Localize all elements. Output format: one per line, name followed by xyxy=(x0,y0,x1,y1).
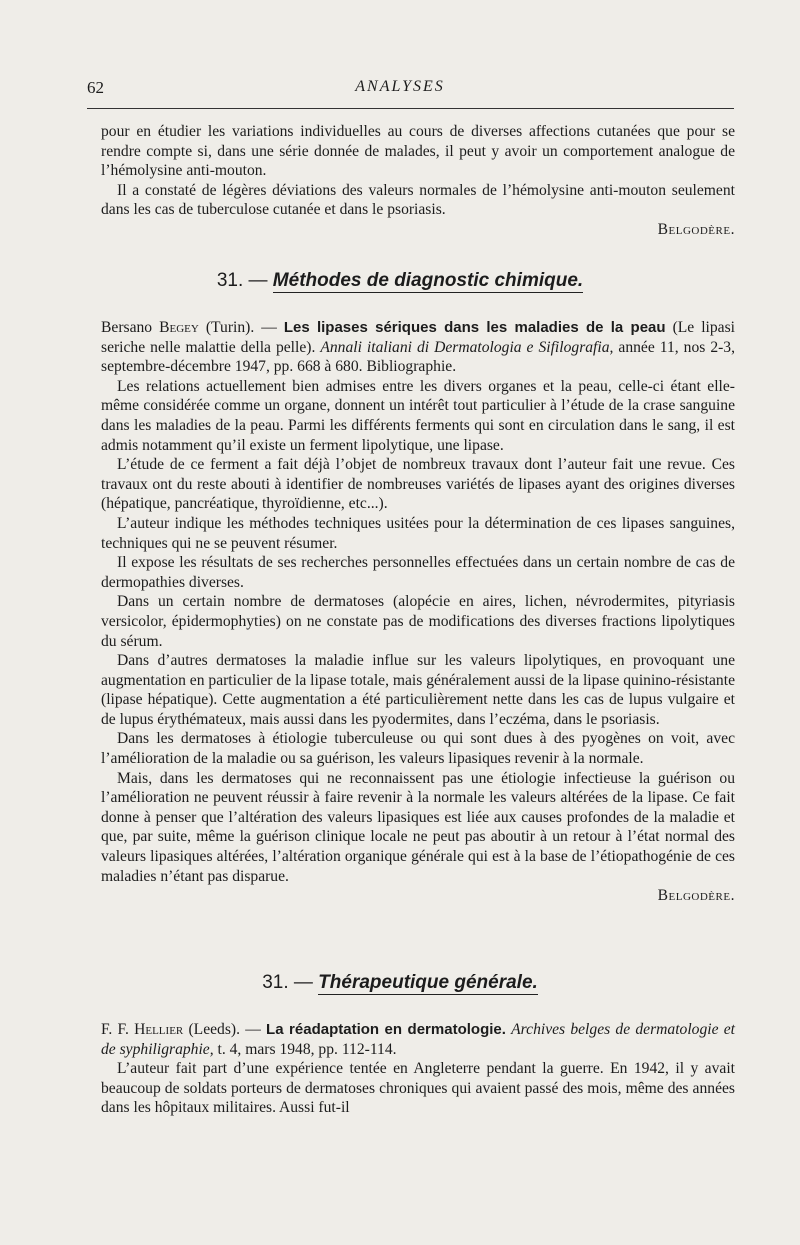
journal-name: Annali italiani di Dermatologia e Sifilografia, xyxy=(320,338,614,356)
article-paragraph: Mais, dans les dermatoses qui ne reconnaissent pas une étiologie infectieuse la guérison ou l’amélioration ne peuvent réussir à faire revenir à la normale les valeurs altérées de la lipase. Ce fait donne à penser que l’altération des valeurs lipasiques est liée aux causes profondes de la maladie et que, par suite, même la guérison clinique locale ne peut pas aboutir à un retour à l’état normal des valeurs lipasiques altérées, l’altération organique générale qui est à la base de l’étiopathogénie de ces maladies n’étant pas disparue. xyxy=(101,769,735,885)
reference-details: année 11, nos 2-3, septembre-décembre 1947, pp. 668 à 680. Bibliographie. xyxy=(101,338,735,376)
intro-signature: Belgodère. xyxy=(657,220,735,238)
intro-paragraph-1: pour en étudier les variations individuelles au cours de diverses affections cutanées que pour se rendre compte si, dans une série donnée de malades, il peut y avoir un comportement analogue de l’hémolysine anti-mouton. xyxy=(101,123,735,180)
section-title: Méthodes de diagnostic chimique. xyxy=(272,270,584,291)
article-paragraph: Dans d’autres dermatoses la maladie influe sur les valeurs lipolytiques, en provoquant une augmentation en particulier de la lipase totale, mais généralement aussi de la lipase quinino-résistante (lipase hépatique). Cette augmentation a été particulièrement nette dans les cas de lupus vulgaire et de lupus érythémateux, mais aussi dans les pyodermites, dans l’eczéma, dans le psoriasis. xyxy=(101,652,735,728)
section-heading-general-therapeutics xyxy=(0,972,800,994)
author-city: (Leeds). — xyxy=(183,1021,267,1038)
reference-details: t. 4, mars 1948, pp. 112-114. xyxy=(213,1040,397,1058)
header-rule xyxy=(87,108,734,109)
article-title: Les lipases sériques dans les maladies de la peau xyxy=(283,319,666,336)
article-title: La réadaptation en dermatologie. xyxy=(266,1021,506,1038)
running-title: ANALYSES xyxy=(355,78,445,95)
article-paragraph: L’auteur indique les méthodes techniques usitées pour la détermination de ces lipases sanguines, techniques qui ne se peuvent résumer. xyxy=(101,514,735,552)
intro-block xyxy=(101,122,735,240)
article-paragraph: Dans un certain nombre de dermatoses (alopécie en aires, lichen, névrodermites, pityriasis versicolor, épidermophyties) on ne constate pas de modifications des diverses fractions lipolytiques du sérum. xyxy=(101,593,735,650)
page-number: 62 xyxy=(87,78,104,97)
article-reference xyxy=(101,1020,735,1059)
article-lipases xyxy=(101,318,735,906)
article-paragraph: L’auteur fait part d’une expérience tentée en Angleterre pendant la guerre. En 1942, il y avait beaucoup de soldats porteurs de dermatoses chroniques qui avaient passé des mois, même des années dans les hôpitaux militaires. Aussi fut-il xyxy=(101,1060,735,1117)
section-number: 31. — xyxy=(262,972,313,993)
article-paragraph: Il expose les résultats de ses recherches personnelles effectuées dans un certain nombre de cas de dermopathies diverses. xyxy=(101,554,735,591)
author-last-name: Begey xyxy=(159,319,199,336)
section-title: Thérapeutique générale. xyxy=(318,972,538,993)
section-number: 31. — xyxy=(216,270,268,291)
article-paragraph: Dans les dermatoses à étiologie tuberculeuse ou qui sont dues à des pyogènes on voit, avec l’amélioration de la maladie ou sa guérison, les valeurs lipasiques revenir à la normale. xyxy=(101,730,735,768)
journal-name: Archives belges de dermatologie et de syphiligraphie, xyxy=(101,1021,735,1058)
article-paragraph: L’étude de ce ferment a fait déjà l’objet de nombreux travaux dont l’auteur fait une revue. Ces travaux ont du reste abouti à identifier de nombreuses variétés de lipases ayant des origines diverses (hépatique, pancréatique, thyroïdienne, etc...). xyxy=(101,456,735,513)
article-reference xyxy=(101,318,735,377)
article-readaptation xyxy=(101,1020,735,1118)
author-city: (Turin). — xyxy=(198,319,284,336)
reference-original-title: (Le lipasi seriche nelle malattie della pelle). xyxy=(101,319,735,356)
intro-paragraph-2: Il a constaté de légères déviations des valeurs normales de l’hémolysine anti-mouton seulement dans les cas de tuberculose cutanée et dans le psoriasis. xyxy=(101,181,735,219)
author-last-name: Hellier xyxy=(134,1021,184,1038)
section-heading-chemical-diagnosis xyxy=(0,270,800,292)
article-signature: Belgodère. xyxy=(657,887,735,905)
author-first-name: F. F. xyxy=(101,1021,135,1038)
author-first-name: Bersano xyxy=(101,319,160,336)
page-header xyxy=(0,78,800,100)
article-paragraph: Les relations actuellement bien admises entre les divers organes et la peau, celle-ci étant elle-même considérée comme un organe, donnent un intérêt tout particulier à l’étude de la crase sanguine dans les maladies de la peau. Parmi les différents ferments qui sont en circulation dans le sang, il est admis notamment qu’il existe un ferment lipolytique, une lipase. xyxy=(101,377,735,454)
